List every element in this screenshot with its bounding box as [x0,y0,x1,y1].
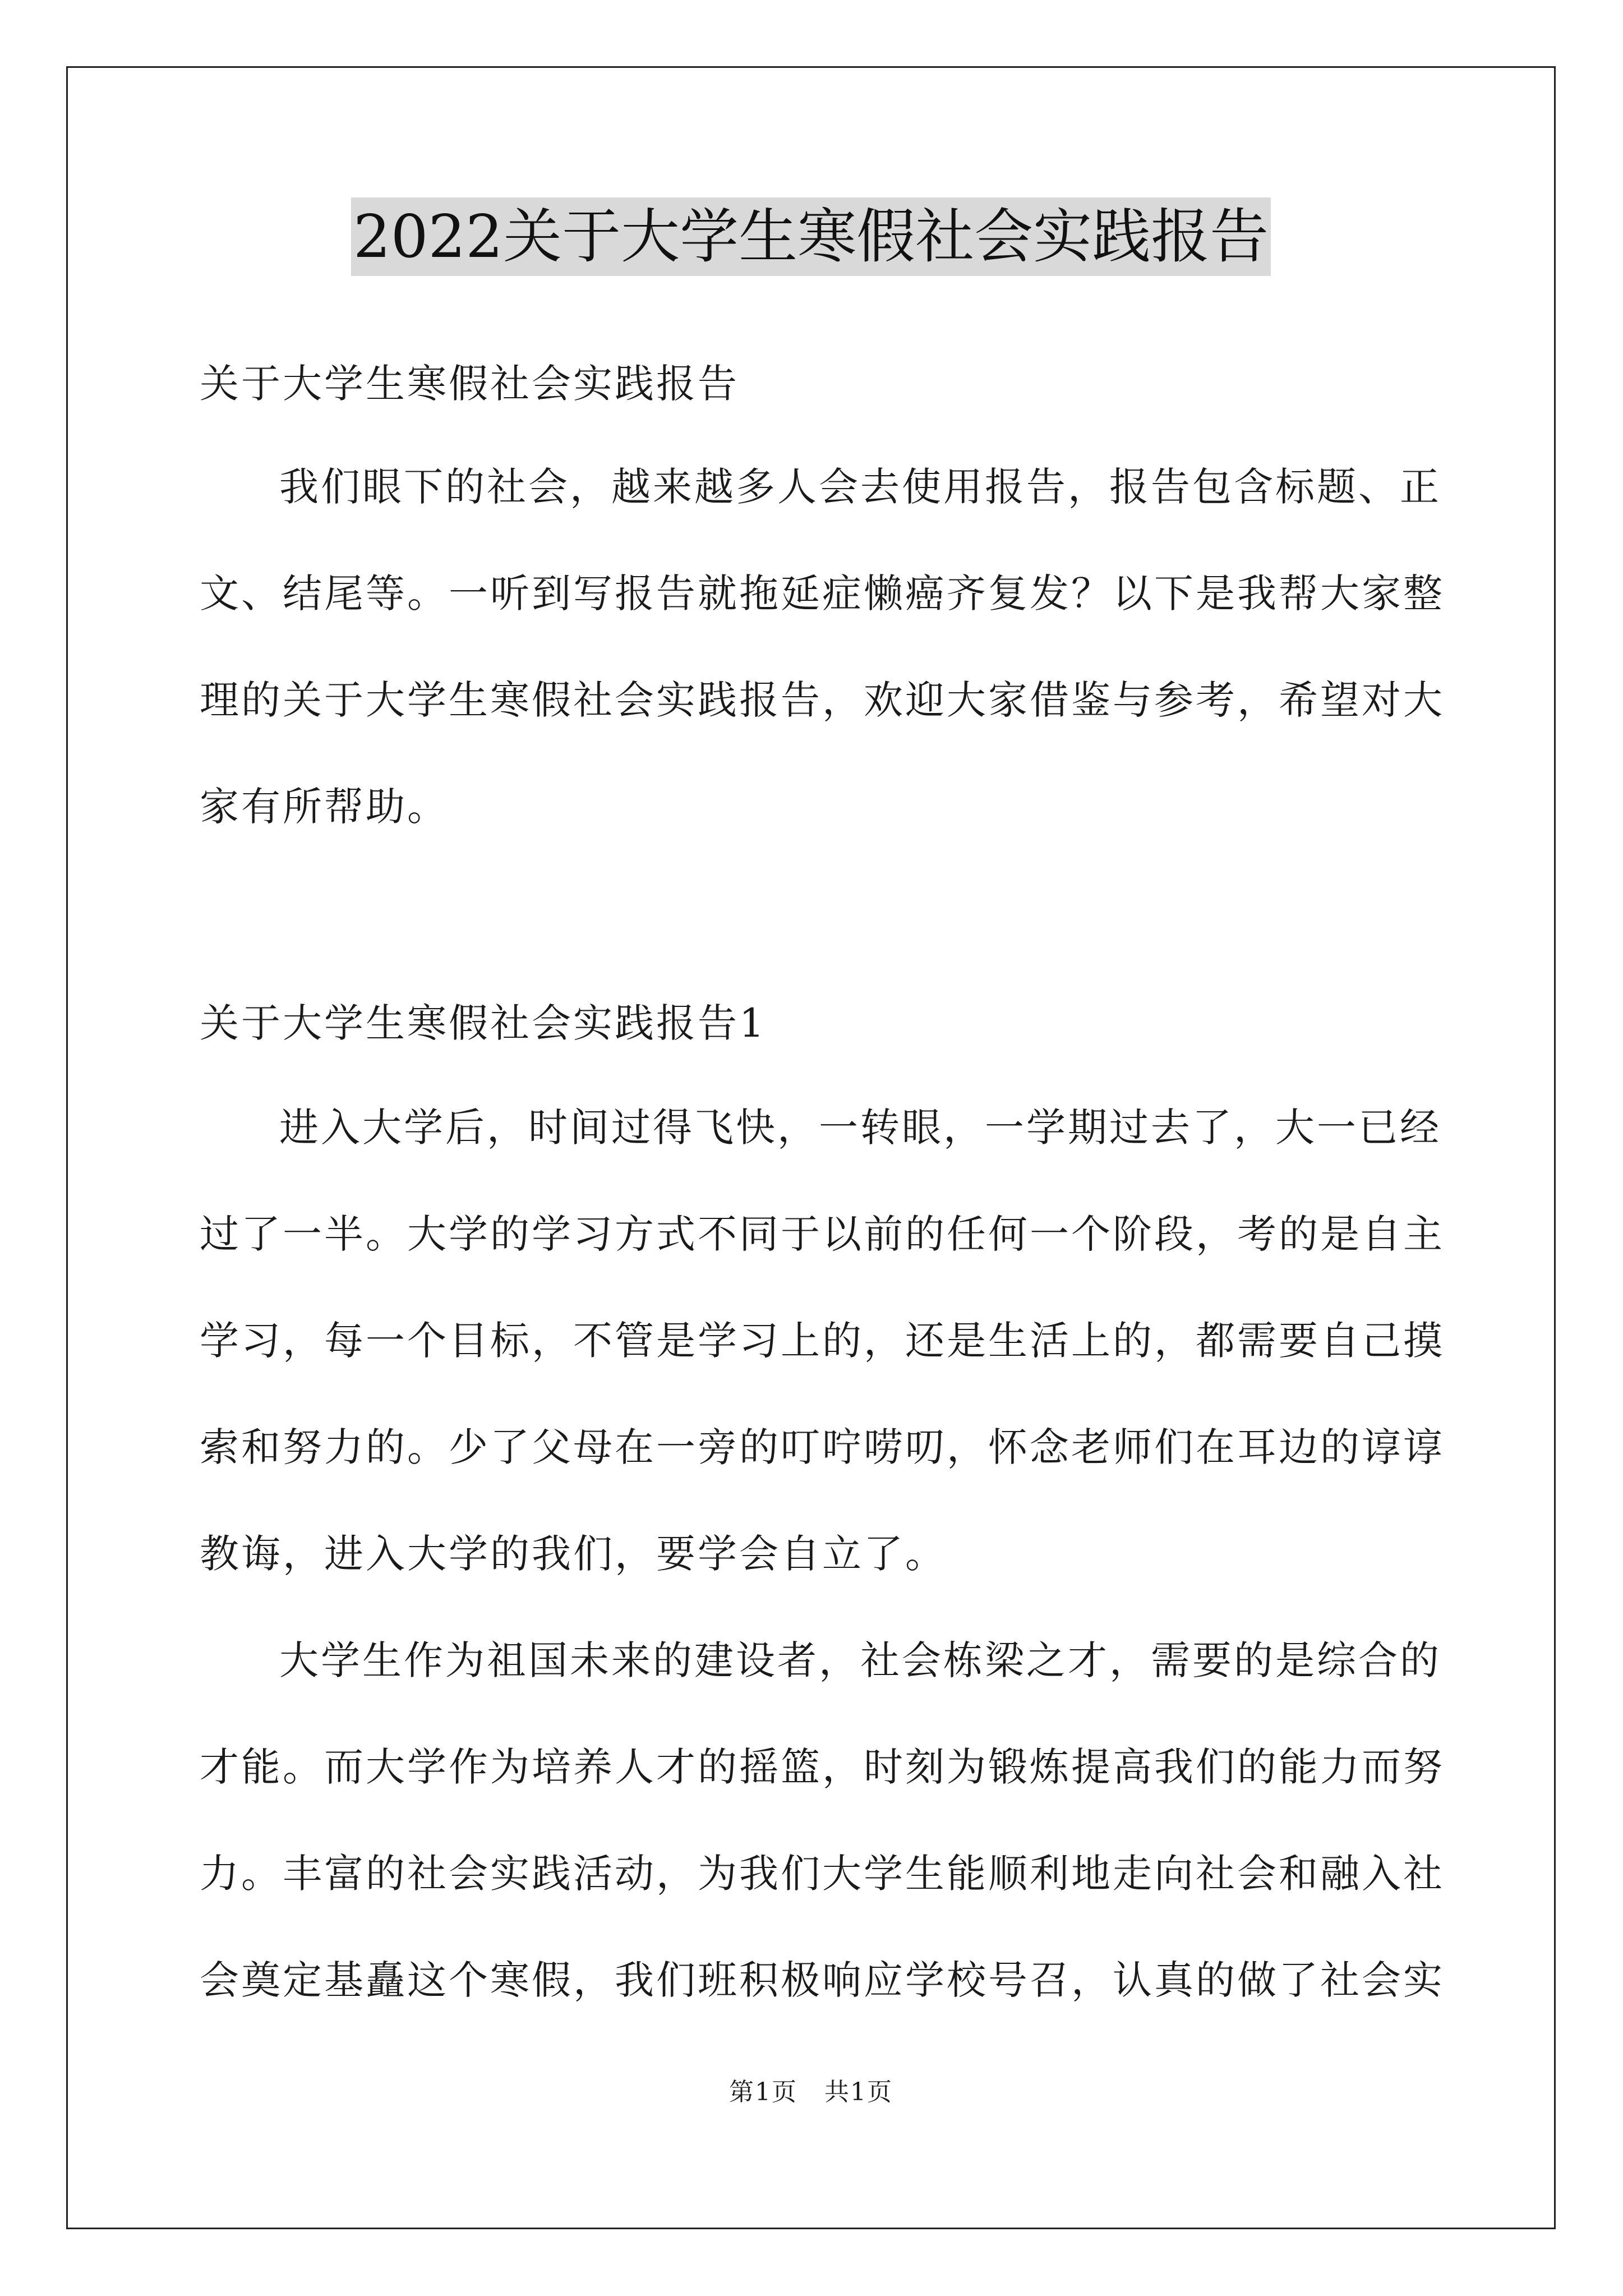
para2-line-1: 大学生作为祖国未来的建设者，社会栋梁之才，需要的是综合的 [279,1637,1441,1683]
para1-line-4: 索和努力的。少了父母在一旁的叮咛唠叨，怀念老师们在耳边的谆谆 [200,1424,1445,1470]
intro-line-4: 家有所帮助。 [200,784,449,830]
section-heading-1: 关于大学生寒假社会实践报告1 [200,1000,767,1046]
document-title: 2022关于大学生寒假社会实践报告 [351,197,1271,276]
intro-line-2: 文、结尾等。一听到写报告就拖延症懒癌齐复发？以下是我帮大家整 [200,570,1445,616]
page-footer: 第1页 共1页 [729,2078,893,2106]
para1-line-3: 学习，每一个目标，不管是学习上的，还是生活上的，都需要自己摸 [200,1318,1445,1364]
title-block [66,197,1556,276]
para2-line-2: 才能。而大学作为培养人才的摇篮，时刻为锻炼提高我们的能力而努 [200,1744,1445,1790]
para2-line-4: 会奠定基矗这个寒假，我们班积极响应学校号召，认真的做了社会实 [200,1957,1445,2003]
para2-line-3: 力。丰富的社会实践活动，为我们大学生能顺利地走向社会和融入社 [200,1851,1445,1897]
para1-line-5: 教诲，进入大学的我们，要学会自立了。 [200,1531,947,1577]
section-heading: 关于大学生寒假社会实践报告 [200,361,739,407]
intro-line-1: 我们眼下的社会，越来越多人会去使用报告，报告包含标题、正 [279,464,1441,510]
intro-line-3: 理的关于大学生寒假社会实践报告，欢迎大家借鉴与参考，希望对大 [200,677,1445,723]
para1-line-2: 过了一半。大学的学习方式不同于以前的任何一个阶段，考的是自主 [200,1211,1445,1257]
para1-line-1: 进入大学后，时间过得飞快，一转眼，一学期过去了，大一已经 [279,1105,1441,1151]
